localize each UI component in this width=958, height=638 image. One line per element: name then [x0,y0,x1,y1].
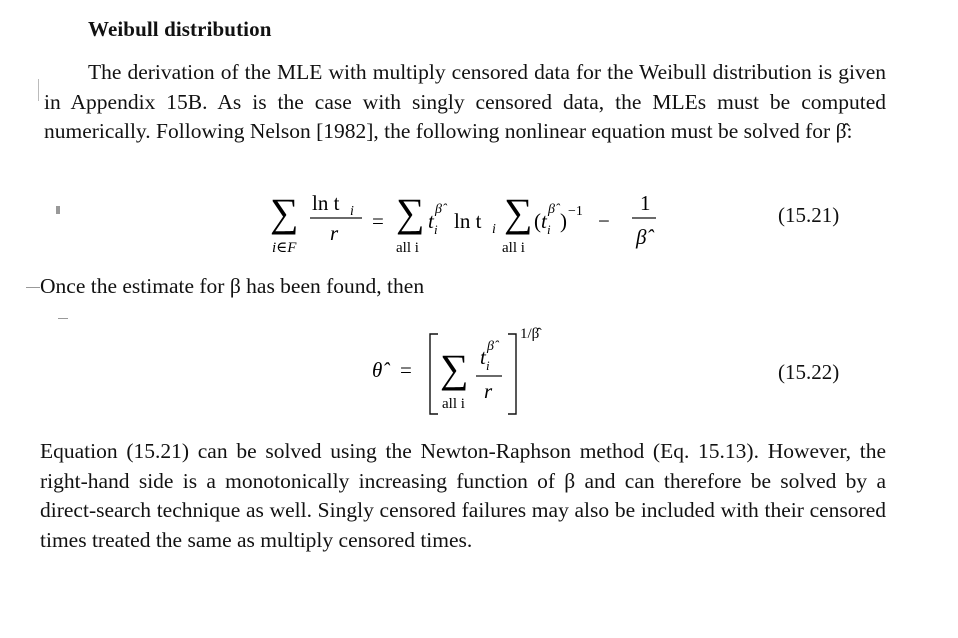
eq2-sum-index: all i [442,396,465,412]
eq1-frac-den: β̂ [636,225,647,249]
eq1-inner-t: t [541,209,547,233]
eq1-t-exp: β̂ [435,202,442,217]
eq2-sum-symbol: ∑ [440,346,469,391]
eq1-inverse-exp: −1 [568,204,583,219]
equation-15-21 [268,182,688,262]
eq1-t-sub: i [434,222,438,237]
eq1-numerator: ln t [312,191,340,215]
sum1-index: i∈F [272,240,297,256]
equation-number-15-22: (15.22) [778,360,840,384]
eq1-numerator-sub: i [350,204,354,219]
eq2-right-bracket [508,334,516,414]
paragraph-intro-text: The derivation of the MLE with multiply censored data for the Weibull distribution is given in Appendix 15B. As is the case with singly censored data, the MLEs must be computed numerically. Following Nelson [1982], the following nonlinear equation must be solved for β̂: [44,60,886,143]
eq1-frac-num: 1 [640,191,651,215]
section-heading: Weibull distribution [88,17,272,41]
eq1-paren-open: ( [534,209,541,233]
eq1-paren-close: ) [560,209,567,233]
eq2-denominator: r [484,379,493,403]
eq2-num-t: t [480,345,486,369]
eq1-equals: = [372,209,384,233]
sum2-index: all i [396,240,419,256]
equation-15-22 [370,320,590,420]
eq1-ln-t: ln t [454,209,482,233]
eq2-num-sub: i [486,358,490,373]
sum-symbol-2: ∑ [396,190,425,235]
eq1-inner-t-sub: i [547,222,551,237]
eq2-num-exp: β̂ [487,339,494,354]
eq1-denominator: r [330,221,339,245]
eq1-t-term: t [428,209,434,233]
paragraph-closing: Equation (15.21) can be solved using the Newton-Raphson method (Eq. 15.13). However, the right-hand side is a monotonically increasing function of β and can therefore be solved by a direct-search technique as well. Singly censored failures may also be included with their censored times treated the same as multiply censored times. [40,439,886,552]
scan-mark [56,206,60,214]
eq1-inner-t-exp: β̂ [548,202,555,217]
eq2-equals: = [400,358,412,382]
scan-mark [38,79,39,101]
eq2-lhs: θ̂ [372,358,383,382]
eq2-left-bracket [430,334,438,414]
eq2-outer-exp: 1/β̂ [520,326,540,342]
sum3-index: all i [502,240,525,256]
scan-mark [26,287,40,288]
scan-mark [58,318,68,319]
sum-symbol-1: ∑ [270,190,299,235]
sum-symbol-3: ∑ [504,190,533,235]
eq1-minus: − [598,209,610,233]
paragraph-once: Once the estimate for β has been found, then [40,274,425,298]
paragraph-intro [44,58,886,147]
equation-number-15-21: (15.21) [778,203,840,227]
eq1-ln-t-sub: i [492,222,496,237]
